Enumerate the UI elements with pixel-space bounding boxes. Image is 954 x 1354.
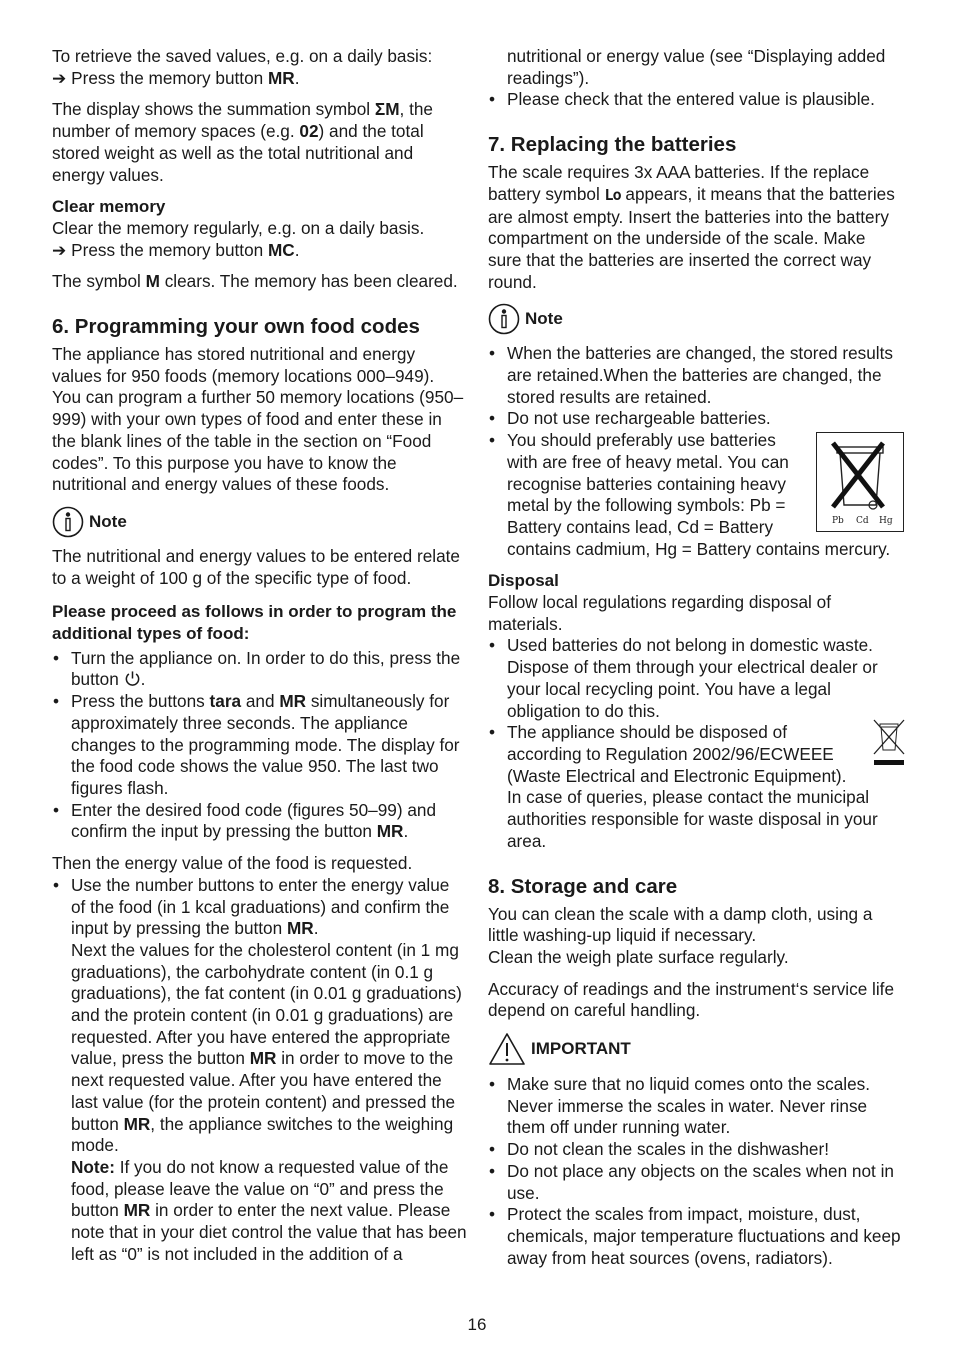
step-energy-value: • Use the number buttons to enter the energy value of the food (in 1 kcal graduations) and confirm the input by pressing the button MR. Next the values for the cholesterol content (in 1 mg graduations), the carbohydrate content (in 0.1 g graduations), the fat content (in 0.01 g graduations) and the protein content (in 0.01 g graduations) are requested. After you have entered the appropriate value, press the button MR in order to move to the next requested value. After you have entered the last value (for the protein content) and pressed the button MR, the appliance switches to the weighing mode. Note: If you do not know a requested value of the food, please leave the value on “0” and press the button MR in order to enter the next value. Please note that in your diet control the value that has been left as “0” is not included in the addition of a [52,875,468,1266]
fig-hg: Hg [879,516,893,527]
continued-list [488,46,902,111]
programming-steps [52,648,468,843]
note-header [52,506,468,538]
section-6-para-2: You can program a further 50 memory locations (950–999) with your own types of food and enter these in the blank lines of the table in the section on “Food codes”. To this purpose you have to know the nutritional and energy values of these foods. [52,387,464,495]
retrieve-text: To retrieve the saved values, e.g. on a daily basis: [52,46,433,66]
battery-note-1: • When the batteries are changed, the stored results are retained.When the batteries are changed, the stored results are retained. [488,343,902,408]
important-header [488,1032,902,1066]
clear-memory-text: Clear the memory regularly, e.g. on a daily basis. [52,217,425,238]
warning-icon [488,1032,526,1066]
power-icon [124,670,141,687]
proceed-heading: Please proceed as follows in order to program the additional types of food: [52,602,457,644]
note-label: Note [525,309,563,329]
mr-label: MR [267,67,295,88]
fig-cd: Cd [856,516,869,527]
step-programming-mode: • Press the buttons tara and MR simultaneously for approximately three seconds. The appliance changes to the programming mode. The display for the food code shows the value 950. The last two figures flash. [52,691,468,800]
disposal-text: Follow local regulations regarding disposal of materials. [488,592,831,634]
fig-pb: • Pb [832,516,844,527]
disposal-heading: Disposal [488,571,559,591]
important-label: IMPORTANT [531,1039,631,1059]
note-text: The nutritional and energy values to be entered relate to a weight of 100 g of the specific type of food. [52,545,460,588]
section-8-para-2: Clean the weigh plate surface regularly. [488,946,789,967]
section-6-heading: 6. Programming your own food codes [52,315,420,339]
section-6-para-1: The appliance has stored nutritional and energy values for 950 foods (memory locations 000–949). [52,344,435,386]
important-list [488,1074,902,1269]
battery-note-2: • Do not use rechargeable batteries. [488,408,902,430]
battery-note-3: • Pb Cd Hg You should preferably use batteries with are free of heavy metal. You can recognise batteries containing heavy metal by the following symbols: Pb = Battery contains lead, Cd = Battery contains cadmium, Hg = Battery contains mercury. [488,430,902,560]
crossed-bin-battery-icon [816,432,904,532]
retrieve-instruction: ➔ Press the memory button MR. [52,67,300,88]
memory-count: 02 [299,121,319,142]
section-7-heading: 7. Replacing the batteries [488,133,737,157]
section-8-para-3: Accuracy of readings and the instrument‘s service life depend on careful handling. [488,978,895,1021]
section-7-text: The scale requires 3x AAA batteries. If the replace battery symbol Lo appears, it means that the batteries are almost empty. Insert the batteries into the battery compartment on the underside of the scale. Make sure that the batteries are inserted the correct way round. [488,162,895,292]
memory-cleared-text: The symbol M clears. The memory has been cleared. [52,271,458,292]
important-item-2: • Do not clean the scales in the dishwasher! [488,1139,902,1161]
continued-text: nutritional or energy value (see “Displaying added readings”). [507,46,886,88]
tara-label: tara [209,691,242,712]
energy-intro: Then the energy value of the food is requested. [52,853,413,874]
right-column [488,46,902,1279]
battery-note-header [488,303,902,335]
m-symbol: M [145,271,160,292]
section-8-para-1: You can clean the scale with a damp cloth, using a little washing-up liquid if necessary. [488,903,873,946]
step-turn-on: • Turn the appliance on. In order to do this, press the button . [52,648,468,691]
page-number: 16 [467,1315,487,1334]
clear-memory-instruction: ➔ Press the memory button MC. [52,239,300,260]
section-8-heading: 8. Storage and care [488,874,678,898]
step-food-code: • Enter the desired food code (figures 50–99) and confirm the input by pressing the button MR. [52,800,468,843]
important-item-1: • Make sure that no liquid comes onto the scales. Never immerse the scales in water. Never rinse them off under running water. [488,1074,902,1139]
disposal-item-2: • The appliance should be disposed of according to Regulation 2002/96/ECWEEE (Waste Electrical and Electronic Equipment). In case of queries, please contact the municipal authorities responsible for waste disposal in your area. [488,722,902,852]
disposal-list [488,635,902,852]
energy-steps [52,875,468,1266]
battery-notes [488,343,902,560]
note-inline-label: Note: [71,1156,115,1177]
display-summation-text: The display shows the summation symbol ΣM, the number of memory spaces (e.g. 02) and the total stored weight as well as the total nutritional and energy values. [52,99,433,185]
plausible-check: • Please check that the entered value is plausible. [488,89,902,111]
weee-bin-icon [870,716,906,768]
mc-label: MC [267,239,295,260]
info-icon [52,506,84,538]
clear-memory-heading: Clear memory [52,197,166,217]
summation-symbol: ΣM [374,99,400,120]
important-item-3: • Do not place any objects on the scales when not in use. [488,1161,902,1204]
lo-battery-symbol: Lo [604,185,621,204]
note-label: Note [89,512,127,532]
disposal-item-1: • Used batteries do not belong in domestic waste. Dispose of them through your electrical dealer or your local recycling point. You have a legal obligation to do this. [488,635,902,722]
info-icon [488,303,520,335]
left-column [52,46,468,1275]
important-item-4: • Protect the scales from impact, moisture, dust, chemicals, major temperature fluctuations and keep away from heat sources (ovens, radiators). [488,1204,902,1269]
